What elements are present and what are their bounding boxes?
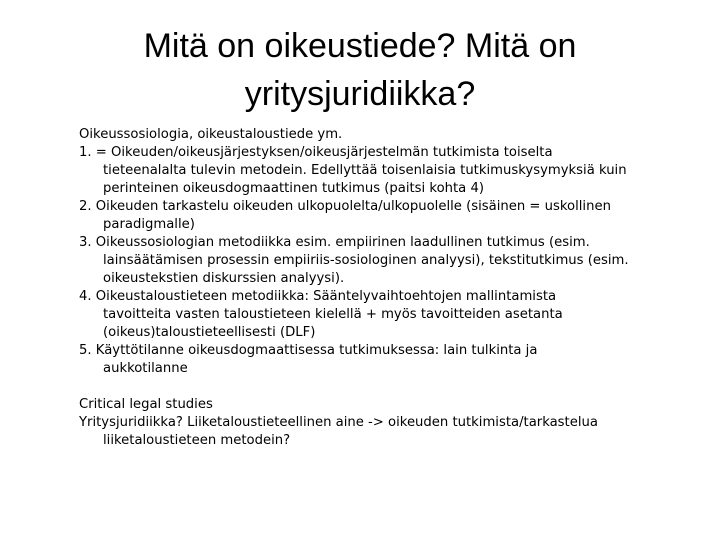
critical-legal-studies: Critical legal studies bbox=[79, 397, 213, 412]
list-item-2 bbox=[79, 198, 699, 234]
title-line-2: yritysjuridiikka? bbox=[244, 75, 476, 113]
list-item-5-line-1: 5. Käyttötilanne oikeusdogmaattisessa tutkimuksessa: lain tulkinta ja bbox=[79, 343, 538, 358]
list-item-1 bbox=[79, 144, 699, 198]
list-item-3-line-1: 3. Oikeussosiologian metodiikka esim. empiirinen laadullinen tutkimus (esim. bbox=[79, 235, 590, 250]
title-line-1: Mitä on oikeustiede? Mitä on bbox=[143, 27, 577, 65]
paragraph-spacer bbox=[79, 378, 699, 396]
intro-text: Oikeussosiologia, oikeustaloustiede ym. bbox=[79, 127, 343, 142]
list-item-2-line-1: 2. Oikeuden tarkastelu oikeuden ulkopuolelta/ulkopuolelle (sisäinen = uskollinen bbox=[79, 199, 611, 214]
list-item-1-line-2: tieteenalalta tulevin metodein. Edellyttää toisenlaisia tutkimuskysymyksiä kuin bbox=[103, 163, 627, 178]
list-item-5-line-2: aukkotilanne bbox=[103, 361, 188, 376]
slide-title bbox=[60, 22, 660, 118]
business-law-line-2: liiketaloustieteen metodein? bbox=[103, 433, 291, 448]
list-item-5 bbox=[79, 342, 699, 378]
list-item-4 bbox=[79, 288, 699, 342]
list-item-4-line-3: (oikeus)taloustieteellisesti (DLF) bbox=[103, 325, 316, 340]
list-item-4-line-1: 4. Oikeustaloustieteen metodiikka: Sääntelyvaihtoehtojen mallintamista bbox=[79, 289, 557, 304]
list-item-3-line-3: oikeustekstien diskurssien analyysi). bbox=[103, 271, 345, 286]
list-item-1-line-3: perinteinen oikeusdogmaattinen tutkimus (paitsi kohta 4) bbox=[103, 181, 484, 196]
business-law-line-1: Yritysjuridiikka? Liiketaloustieteellinen aine -> oikeuden tutkimista/tarkastelua bbox=[79, 415, 598, 430]
list-item-1-line-1: 1. = Oikeuden/oikeusjärjestyksen/oikeusjärjestelmän tutkimista toiselta bbox=[79, 145, 553, 160]
list-item-2-line-2: paradigmalle) bbox=[103, 217, 195, 232]
business-law-question bbox=[79, 414, 699, 450]
list-item-3 bbox=[79, 234, 699, 288]
list-item-4-line-2: tavoitteita vasten taloustieteen kielellä + myös tavoitteiden asetanta bbox=[103, 307, 563, 322]
slide-body bbox=[79, 126, 699, 450]
list-item-3-line-2: lainsäätämisen prosessin empiiriis-sosiologinen analyysi), tekstitutkimus (esim. bbox=[103, 253, 629, 268]
